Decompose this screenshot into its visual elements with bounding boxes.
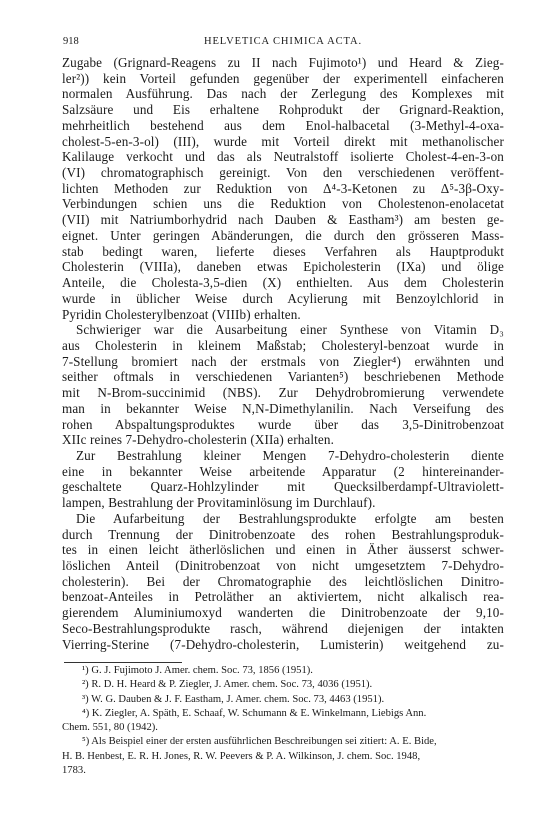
body-line: Salzsäure und Eis erhaltene Rohprodukt der Grignard-Reaktion, [62, 102, 504, 118]
body-line: rohen Abspaltungsproduktes wurde über das 3,5-Dinitrobenzoat [62, 416, 504, 432]
body-line: aus Cholesterin in kleinem Maßstab; Cholesteryl-benzoat wurde in [62, 337, 504, 353]
body-line: Zur Bestrahlung kleiner Mengen 7-Dehydro-cholesterin diente [76, 447, 504, 463]
body-line: man in bekannter Weise N,N-Dimethylanilin. Nach Verseifung des [62, 400, 504, 416]
page-number: 918 [63, 36, 79, 47]
body-line: lampen, Bestrahlung der Provitaminlösung im Durchlauf). [62, 495, 376, 511]
body-line: durch Trennung der Dinitrobenzoate des rohen Bestrahlungsproduk- [62, 526, 504, 542]
body-line: eignet. Unter geringen Abänderungen, die durch den grösseren Mass- [62, 227, 504, 243]
body-line: Kalilauge verkocht und das als Neutralstoff isolierte Cholest-4-en-3-on [62, 149, 504, 165]
body-line: Seco-Bestrahlungsprodukte rasch, während diejenigen der intakten [62, 620, 504, 636]
body-line: mit N-Brom-succinimid (NBS). Zur Dehydrobromierung verwendete [62, 385, 504, 401]
body-line: tes in einen leicht ätherlöslichen und einen in Äther äusserst schwer- [62, 542, 504, 558]
body-line: lichten Methoden zur Reduktion von Δ⁴-3-Ketonen zu Δ⁵-3β-Oxy- [62, 180, 504, 196]
body-line: ler²)) kein Vorteil gefunden gegenüber der experimentell einfacheren [62, 70, 504, 86]
footnote-line: ⁵) Als Beispiel einer der ersten ausführlichen Beschreibungen sei zitiert: A. E. Bide, [82, 736, 437, 748]
footnote-line: ³) W. G. Dauben & J. F. Eastham, J. Amer. chem. Soc. 73, 4463 (1951). [82, 693, 385, 705]
body-line: Verbindungen schien uns die Reduktion von Cholestenon-enolacetat [62, 196, 504, 212]
body-text [62, 55, 504, 652]
footnote-line: ¹) G. J. Fujimoto J. Amer. chem. Soc. 73, 1856 (1951). [82, 665, 313, 676]
body-line: löslichen Anteil (Dinitrobenzoat von nicht umgesetztem 7-Dehydro- [62, 558, 504, 573]
body-line: normalen Ausführung. Das nach der Zerlegung des Komplexes mit [62, 86, 504, 102]
body-line: benzoat-Anteiles in Petroläther an aktiviertem, nicht alkalisch rea- [62, 589, 504, 605]
footnote-line: H. B. Henbest, E. R. H. Jones, R. W. Peevers & P. A. Wilkinson, J. chem. Soc. 1948, [62, 750, 421, 762]
footnotes [62, 664, 504, 778]
body-line: cholest-5-en-3-ol) (III), wurde mit Vorteil direkt mit methanolischer [62, 133, 504, 149]
body-line: (VII) mit Natriumborhydrid nach Dauben & Eastham³) am besten ge- [62, 212, 504, 228]
body-line: Die Aufarbeitung der Bestrahlungsprodukte erfolgte am besten [76, 510, 504, 526]
journal-title: HELVETICA CHIMICA ACTA. [203, 36, 363, 47]
body-line: geschaltete Quarz-Hohlzylinder mit Quecksilberdampf-Ultraviolett- [62, 479, 504, 495]
body-line: cholesterin). Bei der Chromatographie des leichtlöslichen Dinitro- [62, 573, 504, 589]
footnote-line: 1783. [62, 765, 86, 777]
footnote-line: ⁴) K. Ziegler, A. Späth, E. Schaaf, W. Schumann & E. Winkelmann, Liebigs Ann. [82, 707, 427, 719]
body-line: mehrheitlich bestehend aus dem Enol-halbacetal (3-Methyl-4-oxa- [62, 117, 504, 133]
body-line: Vierring-Sterine (7-Dehydro-cholesterin, Lumisterin) weitgehend zu- [62, 636, 504, 652]
footnote-line: ²) R. D. H. Heard & P. Ziegler, J. Amer. chem. Soc. 73, 4036 (1951). [82, 679, 373, 691]
body-line: Zugabe (Grignard-Reagens zu II nach Fujimoto¹) und Heard & Zieg- [62, 55, 504, 70]
footnote-line: Chem. 551, 80 (1942). [62, 722, 158, 734]
body-line: gierendem Aluminiumoxyd wanderten die Dinitrobenzoate der 9,10- [62, 605, 504, 621]
footnote-rule [64, 662, 182, 663]
body-line: seither oftmals in verschiedenen Varianten⁵) beschriebenen Methode [62, 369, 504, 385]
body-line: XIIc reines 7-Dehydro-cholesterin (XIIa) erhalten. [62, 432, 334, 448]
body-line: (VI) chromatographisch gereinigt. Von den verschiedenen veröffent- [62, 165, 504, 181]
body-line: Schwieriger war die Ausarbeitung einer Synthese von Vitamin D₃ [76, 322, 504, 338]
body-line: wurde in üblicher Weise durch Acylierung mit Benzoylchlorid in [62, 290, 504, 306]
body-line: eine in bekannter Weise arbeitende Apparatur (2 hintereinander- [62, 463, 504, 479]
body-line: Pyridin Cholesterylbenzoat (VIIIb) erhalten. [62, 306, 301, 322]
running-header [63, 36, 503, 50]
body-line: Anteile, die Cholesta-3,5-dien (X) enthielten. Aus dem Cholesterin [62, 275, 504, 291]
body-line: 7-Stellung bromiert nach der erstmals von Ziegler⁴) erwähnten und [62, 353, 504, 369]
body-line: stab bedingt waren, lieferte dieses Verfahren als Hauptprodukt [62, 243, 504, 259]
body-line: Cholesterin (VIIIa), daneben etwas Epicholesterin (IXa) und ölige [62, 259, 504, 275]
